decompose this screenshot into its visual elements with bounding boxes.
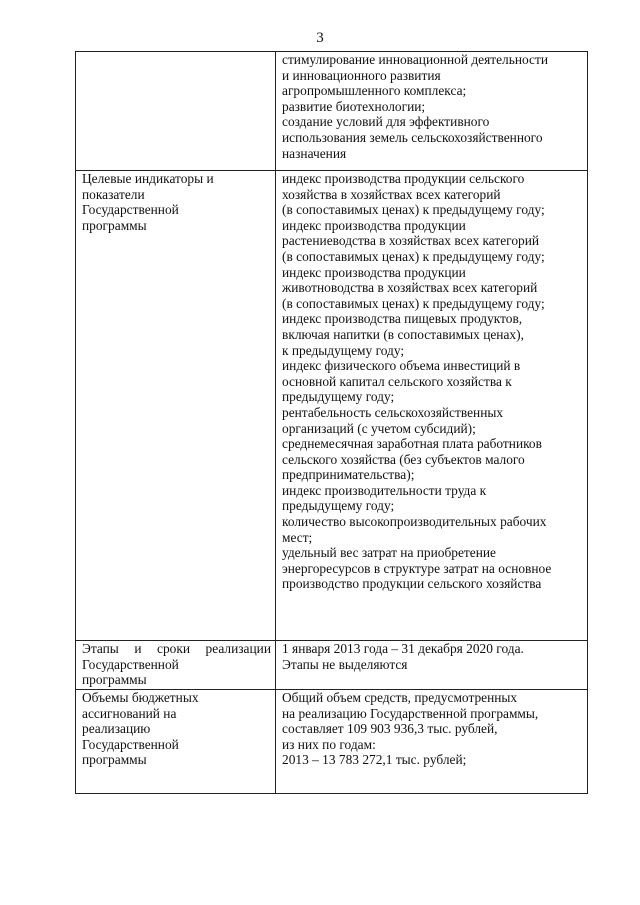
label-line: программы [82,672,147,688]
content-line: индекс производительности труда к [282,482,487,498]
label-line: Объемы бюджетных [82,690,199,705]
content-line: Этапы не выделяются [282,656,408,672]
content-line: включая напитки (в сопоставимых ценах), [282,326,524,342]
table-row [76,171,588,641]
row-content-cell [276,171,588,641]
table-row [76,641,588,690]
row-label-cell [76,52,276,171]
content-line: из них по годам: [282,736,376,752]
row-content-cell [276,641,588,690]
label-line: Государственной [82,736,179,752]
content-line: рентабельность сельскохозяйственных [282,404,504,420]
content-line: (в сопоставимых ценах) к предыдущему году; [282,248,545,264]
content-line: индекс производства продукции [282,264,466,280]
label-line: Этапы и сроки реализации [82,641,271,656]
label-line: Целевые индикаторы и [82,171,214,186]
label-line: реализацию [82,721,151,737]
table-row [76,690,588,794]
content-line: к предыдущему году; [282,342,405,358]
content-line: предыдущему году; [282,389,395,405]
content-line: среднемесячная заработная плата работников [282,436,542,452]
page-number: 3 [316,30,324,46]
content-line: индекс производства пищевых продуктов, [282,311,523,327]
content-line: энергоресурсов в структуре затрат на основное [282,560,552,576]
row-label-cell [76,171,276,641]
content-line: индекс производства продукции [282,217,466,233]
content-line: основной капитал сельского хозяйства к [282,373,512,389]
content-line: развитие биотехнологии; [282,98,426,114]
label-line: Государственной [82,202,179,218]
row-content-cell [276,690,588,794]
content-line: мест; [282,529,313,545]
content-line: использования земель сельскохозяйственного [282,129,543,145]
row-label-cell [76,690,276,794]
label-line: ассигнований на [82,705,177,721]
content-line: количество высокопроизводительных рабочих [282,514,547,530]
content-line: агропромышленного комплекса; [282,83,467,99]
label-line: программы [82,217,147,233]
label-line: программы [82,752,147,768]
content-line: и инновационного развития [282,67,441,83]
content-line: сельского хозяйства (без субъектов малого [282,451,525,467]
content-line: создание условий для эффективного [282,114,490,130]
content-line: хозяйства в хозяйствах всех категорий [282,186,501,202]
content-line: животноводства в хозяйствах всех категорий [282,280,538,296]
content-line: Общий объем средств, предусмотренных [282,690,518,705]
label-line: Государственной [82,656,179,672]
table-row [76,52,588,171]
content-line: (в сопоставимых ценах) к предыдущему году; [282,295,545,311]
content-line: растениеводства в хозяйствах всех категорий [282,233,540,249]
content-line: составляет 109 903 936,3 тыс. рублей, [282,721,498,737]
content-line: предыдущему году; [282,498,395,514]
content-line: назначения [282,145,347,161]
content-line: стимулирование инновационной деятельности [282,52,549,67]
content-line: индекс физического объема инвестиций в [282,358,521,374]
content-line: организаций (с учетом субсидий); [282,420,476,436]
content-line: предпринимательства); [282,467,415,483]
content-line: производство продукции сельского хозяйства [282,576,542,592]
row-label-cell [76,641,276,690]
content-line: на реализацию Государственной программы, [282,705,539,721]
passport-table [75,51,588,794]
content-line: 1 января 2013 года – 31 декабря 2020 года. [282,641,524,656]
content-line: индекс производства продукции сельского [282,171,525,186]
row-content-cell [276,52,588,171]
label-line: показатели [82,186,145,202]
content-line: 2013 – 13 783 272,1 тыс. рублей; [282,752,467,768]
content-line: удельный вес затрат на приобретение [282,545,496,561]
content-line: (в сопоставимых ценах) к предыдущему году; [282,202,545,218]
